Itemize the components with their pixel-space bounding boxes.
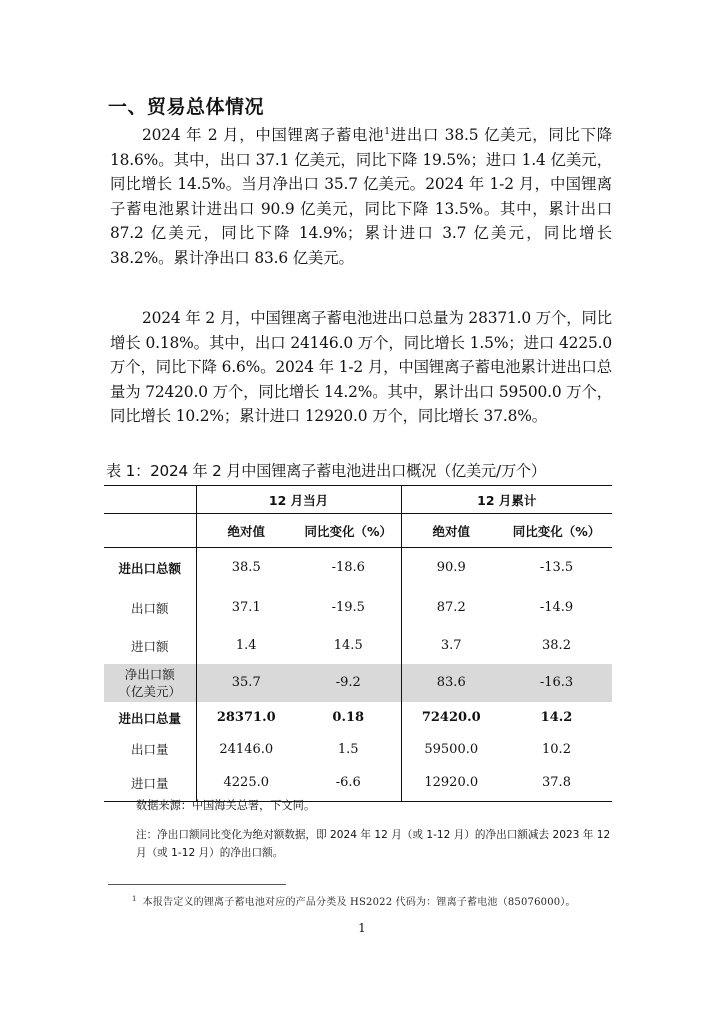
trade-summary-table	[104, 485, 612, 802]
cell-value: 3.7	[401, 628, 501, 664]
cell-value: 28371.0	[196, 702, 296, 734]
cell-value: 59500.0	[401, 734, 501, 765]
cell-value: 4225.0	[196, 765, 296, 802]
group-header-monthly: 12 月当月	[196, 486, 401, 514]
cell-value: 37.8	[501, 765, 612, 802]
cell-value: 38.2	[542, 638, 571, 653]
table-row-import-value	[104, 628, 612, 664]
cell-value: -19.5	[331, 600, 365, 615]
paragraph-trade-volume: 2024 年 2 月，中国锂离子蓄电池进出口总量为 28371.0 万个，同比增长 0.18%。其中，出口 24146.0 万个，同比增长 1.5%；进口 4225.0 万个，同比下降 6.6%。2024 年 1-2 月，中国锂离子蓄电池累计进出口总量为 72420.0 万个，同比增长 14.2%。其中，累计出口 59500.0 万个，同比增长 10.2%；累计进口 12920.0 万个，同比增长 37.8%。	[110, 309, 612, 426]
cell-value: 14.2	[540, 710, 573, 725]
cell-value: 72420.0	[401, 702, 501, 734]
cell-value: -13.5	[539, 560, 574, 576]
sub-header-absolute-cumulative: 绝对值	[401, 514, 501, 548]
footnote-reference[interactable]: 1	[384, 126, 390, 137]
cell-value: 0.18	[332, 710, 365, 725]
paragraph-text: 进出口 38.5 亿美元，同比下降 18.6%。其中，出口 37.1 亿美元，同比下降 19.5%；进口 1.4 亿美元，同比增长 14.5%。当月净出口 35.7 亿美元。2024 年 1-2 月，中国锂离子蓄电池累计进出口 90.9 亿美元，同比下降 13.5%。其中，累计出口 87.2 亿美元，同比下降 14.9%；累计进口 3.7 亿美元，同比增长 38.2%。累计净出口 83.6 亿美元。	[110, 126, 612, 267]
table-corner-cell	[104, 486, 196, 514]
cell-value: 12920.0	[401, 765, 501, 802]
table-sub-header-row	[104, 514, 612, 548]
cell-value: -16.3	[501, 664, 612, 702]
cell-value: -18.6	[331, 560, 365, 576]
row-label-line: 净出口额	[124, 666, 175, 682]
cell-value: 35.7	[196, 664, 296, 702]
cell-value: 37.1	[196, 588, 296, 628]
row-label: 进口额	[130, 638, 169, 654]
table-note: 注：净出口额同比变化为绝对额数据，即 2024 年 12 月（或 1-12 月）的净出口额减去 2023 年 12 月（或 1-12 月）的净出口额。	[136, 829, 611, 859]
cell-value: 24146.0	[196, 734, 296, 765]
table-row-net-export	[104, 664, 612, 702]
row-label-unit: （亿美元）	[118, 683, 181, 699]
cell-value: -6.6	[296, 765, 401, 802]
table-corner-cell	[104, 514, 196, 548]
cell-value: 14.5	[333, 638, 363, 653]
sub-header-yoy-monthly: 同比变化（%）	[296, 514, 401, 548]
cell-value: 83.6	[401, 664, 501, 702]
footnote-text: 本报告定义的锂离子蓄电池对应的产品分类及 HS2022 代码为：锂离子蓄电池（85076000）。	[142, 897, 576, 908]
sub-header-yoy-cumulative: 同比变化（%）	[501, 514, 612, 548]
row-label: 进出口总量	[118, 710, 181, 726]
paragraph-trade-value	[110, 123, 612, 271]
table-row-total-value	[104, 548, 612, 588]
cell-value: -9.2	[296, 664, 401, 702]
table-row-total-volume	[104, 702, 612, 734]
paragraph-text: 2024 年 2 月，中国锂离子蓄电池	[142, 126, 385, 144]
cell-value: 1.5	[337, 741, 359, 757]
table-row-export-value	[104, 588, 612, 628]
row-label	[104, 664, 196, 702]
table-group-header-row	[104, 486, 612, 514]
cell-value: -14.9	[539, 600, 574, 615]
cell-value: 87.2	[401, 588, 501, 628]
section-heading: 一、贸易总体情况	[108, 96, 265, 118]
table-row-export-volume	[104, 734, 612, 765]
footnote-divider	[108, 884, 286, 885]
cell-value: 10.2	[542, 741, 571, 757]
data-source-note: 数据来源：中国海关总署，下文同。	[136, 799, 316, 812]
row-label: 进口量	[104, 765, 196, 802]
cell-value: 1.4	[196, 628, 296, 664]
row-label: 出口量	[130, 742, 169, 757]
page-number: 1	[358, 921, 366, 935]
table-row-import-volume	[104, 765, 612, 802]
sub-header-absolute-monthly: 绝对值	[196, 514, 296, 548]
group-header-cumulative: 12 月累计	[401, 486, 612, 514]
table-caption: 表 1：2024 年 2 月中国锂离子蓄电池进出口概况（亿美元/万个）	[106, 462, 546, 480]
cell-value: 90.9	[401, 548, 501, 588]
cell-value: 38.5	[196, 548, 296, 588]
footnote-mark: 1	[132, 894, 137, 903]
row-label: 进出口总额	[118, 560, 181, 576]
row-label: 出口额	[130, 600, 169, 616]
footnote	[132, 893, 576, 908]
